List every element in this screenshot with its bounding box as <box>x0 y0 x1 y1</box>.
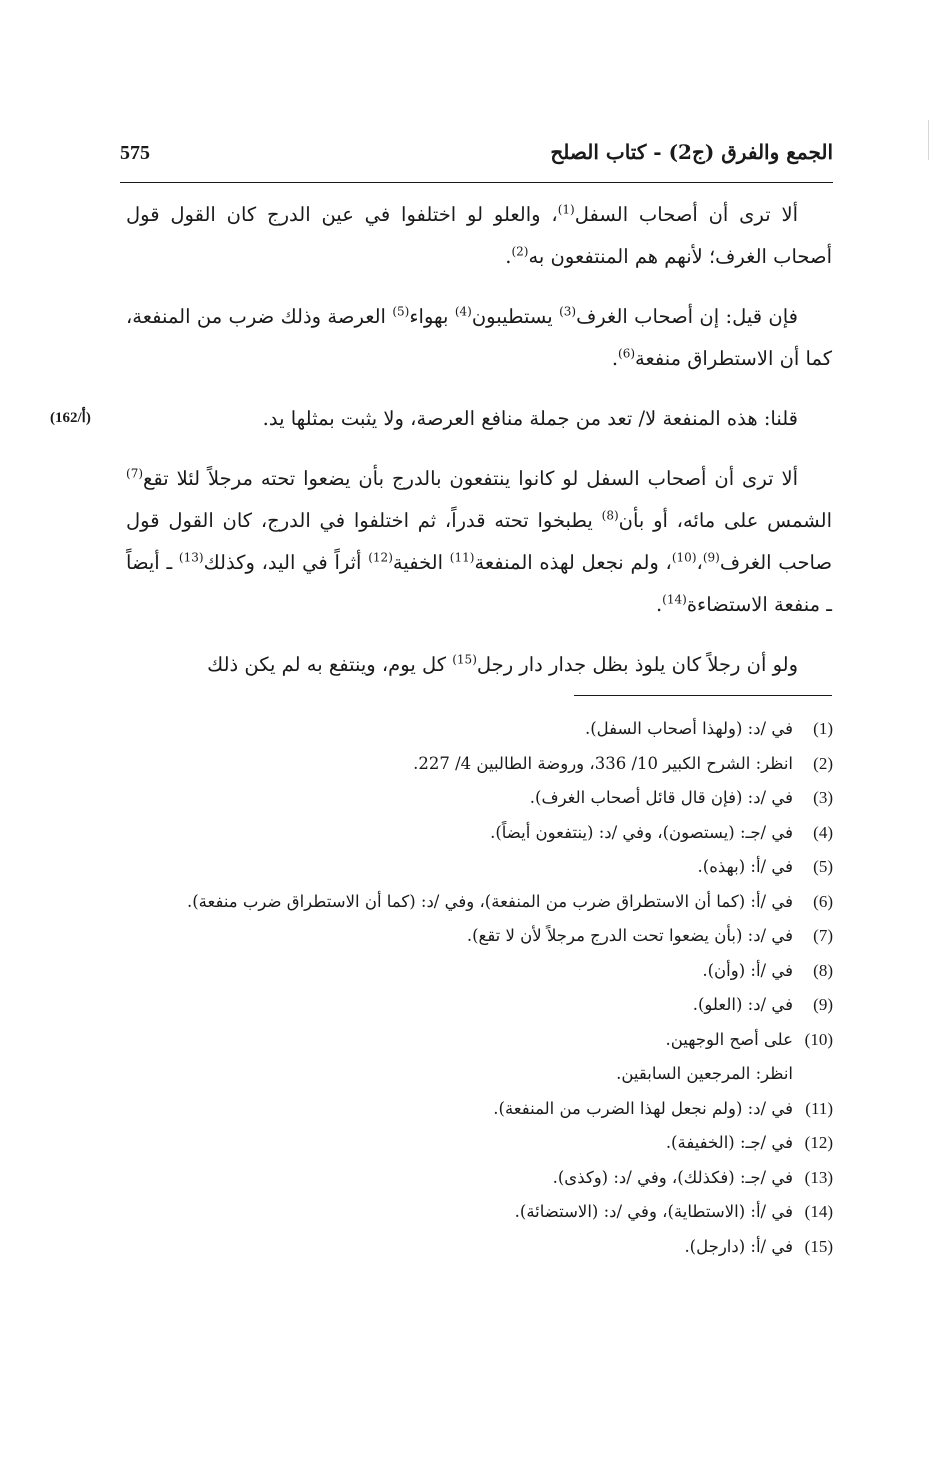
footnote-text: في /د: (فإن قال قائل أصحاب الغرف). <box>529 788 793 807</box>
text-run: فإن قيل: إن أصحاب الغرف <box>576 305 798 328</box>
footnote-row <box>120 1092 833 1127</box>
footnote-row <box>120 850 833 885</box>
text-run: . <box>505 245 512 268</box>
footnote-row <box>120 1195 833 1230</box>
footnote-item <box>120 1092 833 1127</box>
footnote-text: في /جـ: (يستصون)، وفي /د: (ينتفعون أيضاً). <box>490 822 793 842</box>
text-run: ـ أيضاً ـ منفعة الاستضاءة <box>126 551 832 616</box>
footnote-row <box>120 885 833 920</box>
footnote-number: (11) <box>805 1098 833 1118</box>
text-run: ، ولم نجعل لهذه المنفعة <box>474 551 672 574</box>
footnote-marker: (14) <box>662 592 687 607</box>
footnote-text: في /أ: (الاستطاية)، وفي /د: (الاستضائة). <box>514 1202 793 1221</box>
footnote-item <box>120 919 833 954</box>
footnote-row <box>120 1023 833 1058</box>
footnote-item <box>120 816 833 851</box>
footnote-marker: (5) <box>392 304 410 319</box>
text-run: الشمس على مائه، أو بأن <box>618 509 832 532</box>
text-run: أثراً في اليد، وكذلك <box>203 551 369 574</box>
text-run: ألا ترى أن أصحاب السفل <box>574 203 798 226</box>
footnote-number: (3) <box>813 788 833 807</box>
footnote-row <box>120 919 833 954</box>
footnote-number: (8) <box>813 960 833 980</box>
footnote-item <box>120 712 833 747</box>
footnote-text: في /أ: (كما أن الاستطراق ضرب من المنفعة)، وفي /د: (كما أن الاستطراق ضرب منفعة). <box>186 891 793 911</box>
footnote-row <box>120 712 833 747</box>
text-run: . <box>655 593 663 616</box>
text-run: ولو أن رجلاً كان يلوذ بظل جدار دار رجل <box>476 653 798 676</box>
footnote-number: (12) <box>804 1133 833 1152</box>
footnote-marker: (9) <box>702 550 720 565</box>
text-run: كل يوم، وينتفع به لم يكن ذلك <box>207 653 453 676</box>
footnote-text: في /جـ: (الخفيفة). <box>665 1133 793 1152</box>
footnote-text: في /د: (ولهذا أصحاب السفل). <box>584 719 793 738</box>
footnote-item <box>120 885 833 920</box>
body-paragraph <box>126 296 832 380</box>
footnote-row <box>120 816 833 851</box>
footnote-number: (5) <box>813 857 833 876</box>
body-paragraph <box>126 194 832 278</box>
text-run: ، والعلو لو اختلفوا في عين الدرج كان القول قول أصحاب الغرف؛ لأنهم هم المنتفعون به <box>126 203 832 268</box>
footnote-row <box>120 954 833 989</box>
text-run: ألا ترى أن أصحاب السفل لو كانوا ينتفعون بالدرج بأن يضعوا تحته مرجلاً لئلا تقع <box>143 467 798 490</box>
text-run: العرصة وذلك ضرب من المنفعة، كما أن الاستطراق منفعة <box>126 305 832 370</box>
footnote-row <box>120 1126 833 1161</box>
text-run: قلنا: هذه المنفعة لا/ تعد من جملة منافع العرصة، ولا يثبت بمثلها يد. <box>262 407 798 430</box>
footnote-marker: (12) <box>368 550 393 565</box>
footnote-item <box>120 954 833 989</box>
footnote-row <box>120 781 833 816</box>
footnote-marker: (8) <box>601 508 619 523</box>
footnote-number: (1) <box>813 719 833 738</box>
main-text <box>126 194 832 704</box>
footnote-text: في /د: (العلو). <box>692 995 793 1014</box>
page-number: 575 <box>120 142 150 164</box>
footnote-row <box>120 1161 833 1196</box>
footnote-number: (10) <box>804 1029 833 1049</box>
footnote-text: في /أ: (بهذه). <box>697 857 793 876</box>
footnote-row <box>120 988 833 1023</box>
footnote-item <box>120 988 833 1023</box>
footnote-marker: (10) <box>671 550 697 565</box>
footnote-number: (6) <box>813 891 833 911</box>
page-header <box>120 138 833 183</box>
text-run: الخفية <box>392 551 450 574</box>
footnote-row <box>120 747 833 782</box>
running-title: الجمع والفرق (ج2) - كتاب الصلح <box>550 140 833 164</box>
footnotes-list <box>120 712 833 1264</box>
footnote-number: (2) <box>813 753 833 773</box>
text-run: ، <box>696 551 703 574</box>
footnote-item <box>120 850 833 885</box>
footnote-text: في /د: (بأن يضعوا تحت الدرج مرجلاً لأن لا تقع). <box>466 926 793 945</box>
footnote-marker: (4) <box>454 304 472 319</box>
footnote-separator <box>574 695 832 696</box>
footnote-marker: (2) <box>511 244 529 259</box>
footnote-text: انظر: الشرح الكبير 10/ 336، وروضة الطالبين 4/ 227. <box>413 753 793 773</box>
footnote-marker: (7) <box>126 466 144 481</box>
footnote-number: (14) <box>804 1202 833 1221</box>
footnote-marker: (13) <box>178 550 204 565</box>
footnote-item <box>120 1230 833 1265</box>
footnote-marker: (15) <box>452 652 477 667</box>
body-paragraph <box>126 458 832 626</box>
footnote-number: (13) <box>804 1167 833 1187</box>
scan-edge-mark <box>928 120 929 160</box>
footnote-marker: (6) <box>618 346 636 361</box>
body-paragraph <box>126 644 832 686</box>
footnote-number: (9) <box>813 995 833 1014</box>
text-run: بهواء <box>409 305 455 328</box>
footnote-number: (7) <box>813 926 833 945</box>
footnote-item <box>120 1161 833 1196</box>
footnote-continuation: انظر: المرجعين السابقين. <box>616 1064 793 1083</box>
footnote-marker: (3) <box>559 304 577 319</box>
footnote-marker: (11) <box>449 550 475 565</box>
manuscript-folio-reference: (162/أ) <box>50 410 91 426</box>
footnote-item <box>120 1126 833 1161</box>
footnote-number: (4) <box>813 822 833 842</box>
footnote-marker: (1) <box>557 202 575 217</box>
text-run: يستطيبون <box>471 305 560 328</box>
footnote-text: على أصح الوجهين. <box>665 1029 793 1049</box>
footnote-item <box>120 1023 833 1092</box>
footnote-row <box>120 1230 833 1265</box>
footnote-text: في /أ: (وأن). <box>702 960 793 980</box>
footnote-item <box>120 1195 833 1230</box>
footnote-text: في /جـ: (فكذلك)، وفي /د: (وكذى). <box>552 1167 793 1187</box>
body-paragraph <box>126 398 832 440</box>
footnote-text: في /د: (ولم نجعل لهذا الضرب من المنفعة). <box>493 1098 793 1118</box>
footnote-number: (15) <box>804 1236 833 1256</box>
footnote-text: في /أ: (دارجل). <box>684 1236 793 1256</box>
text-run: يطبخوا تحته قدراً، ثم اختلفوا في الدرج، كان القول قول صاحب الغرف <box>126 509 833 574</box>
text-run: . <box>611 347 619 370</box>
footnote-item <box>120 781 833 816</box>
footnote-item <box>120 747 833 782</box>
